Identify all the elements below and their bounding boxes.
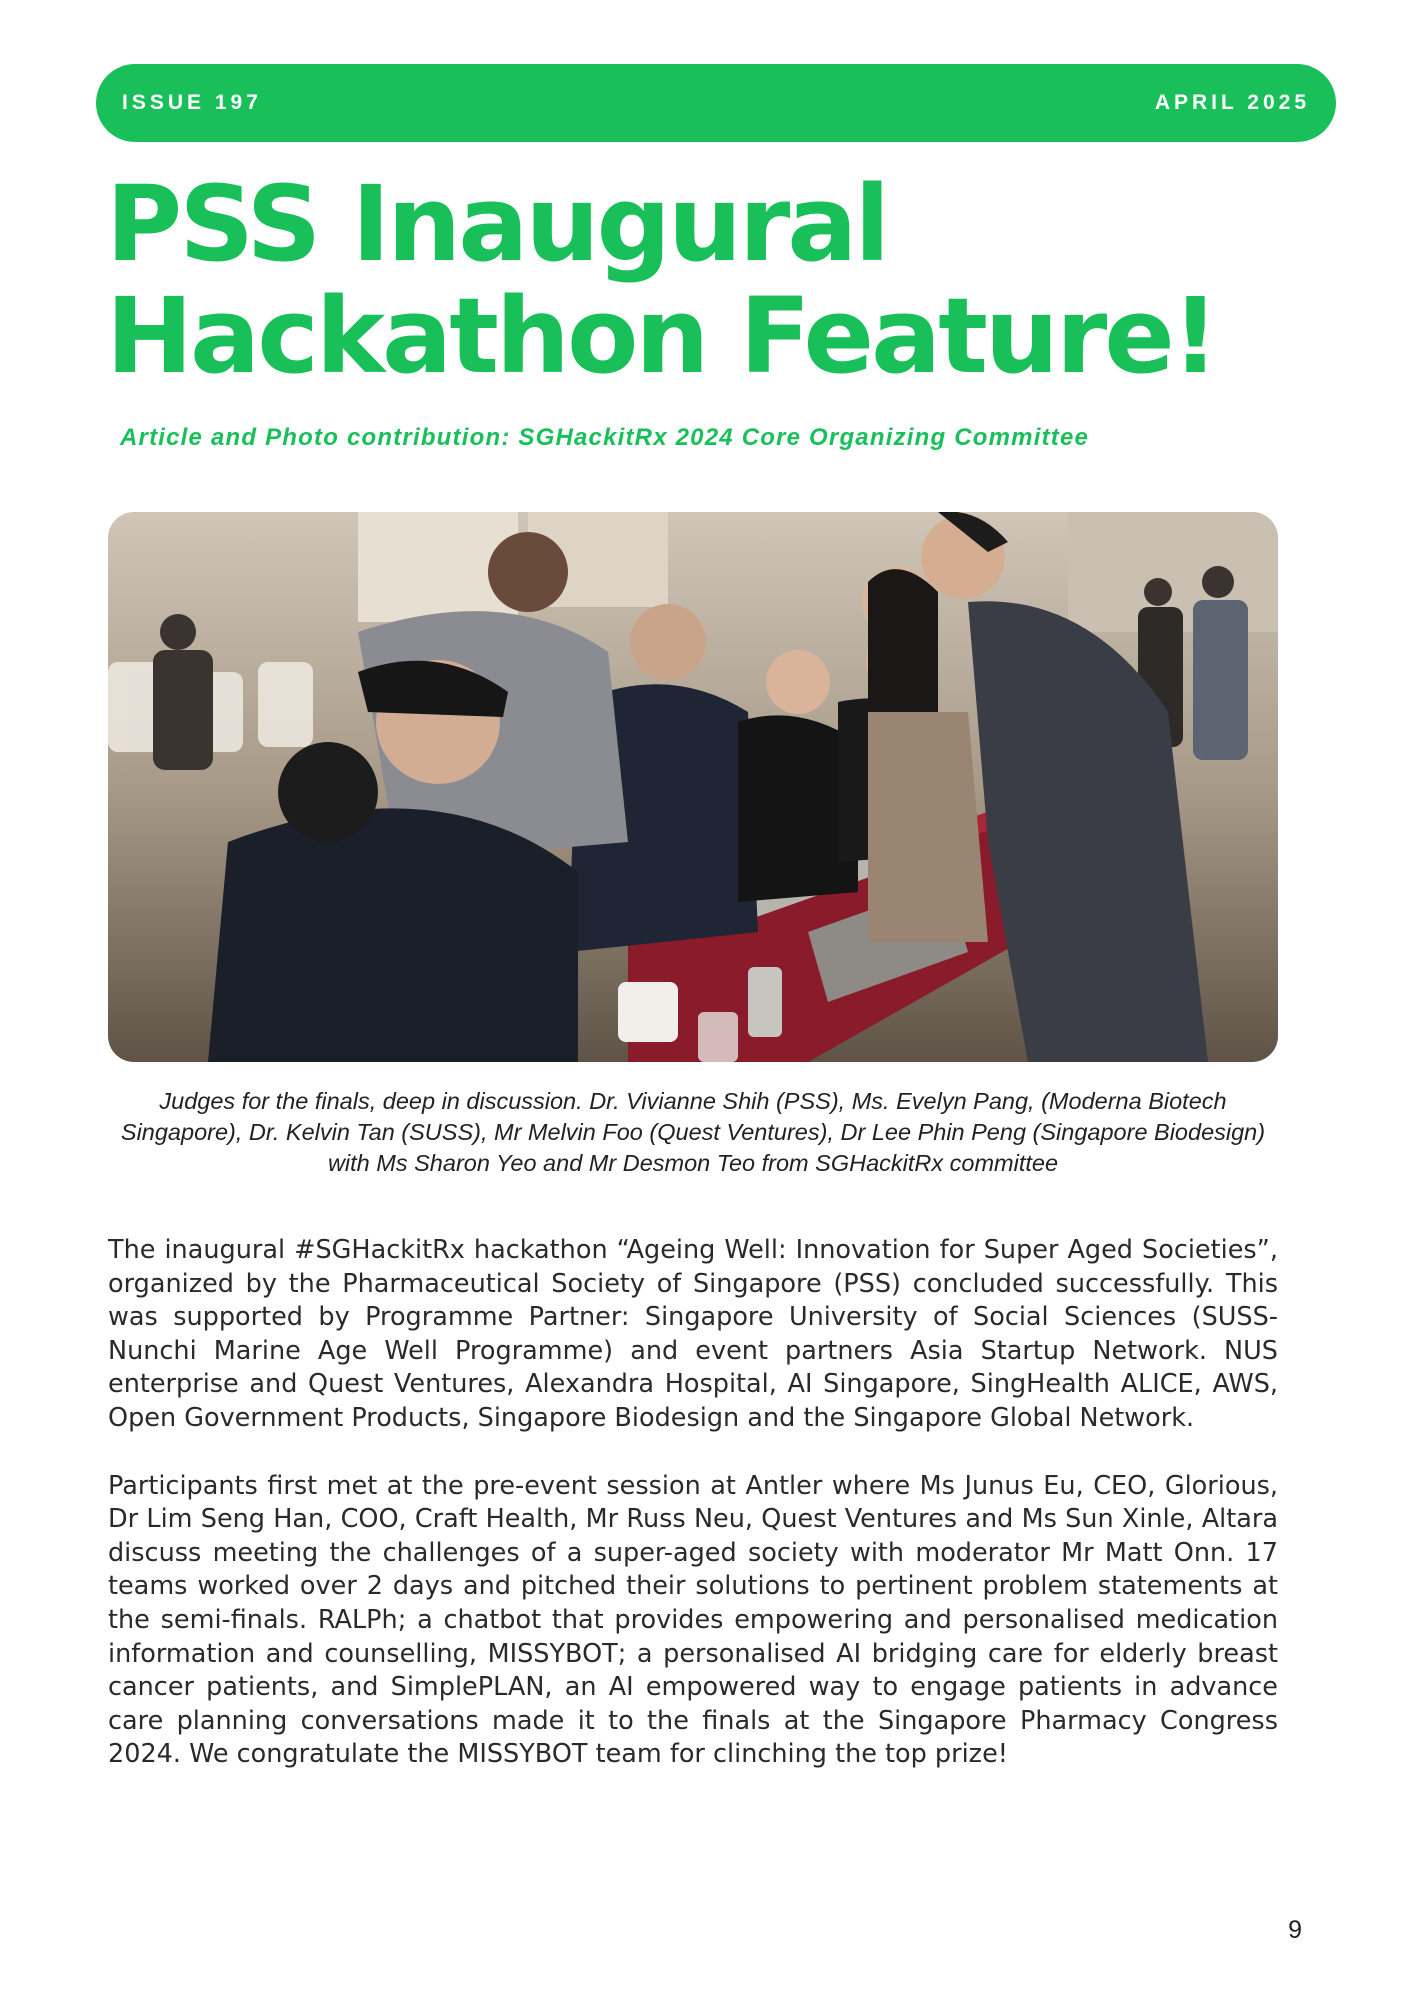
issue-date: APRIL 2025 bbox=[1154, 91, 1310, 114]
article-title bbox=[106, 163, 1346, 397]
page-number: 9 bbox=[1288, 1916, 1302, 1944]
article-body bbox=[108, 1234, 1278, 1806]
article-paragraph-1: The inaugural #SGHackitRx hackathon “Ageing Well: Innovation for Super Aged Societies”, organized by the Pharmaceutical Society of Singapore (PSS) concluded successfully. This was supported by Programme Partner: Singapore University of Social Sciences (SUSS-Nunchi Marine Age Well Programme) and event partners Asia Startup Network. NUS enterprise and Quest Ventures, Alexandra Hospital, AI Singapore, SingHealth ALICE, AWS, Open Government Products, Singapore Biodesign and the Singapore Global Network. bbox=[108, 1235, 1278, 1433]
photo-caption: Judges for the finals, deep in discussion. Dr. Vivianne Shih (PSS), Ms. Evelyn Pang, (Moderna Biotech Singapore), Dr. Kelvin Tan (SUSS), Mr Melvin Foo (Quest Ventures), Dr Lee Phin Peng (Singapore Biodesign) with Ms Sharon Yeo and Mr Desmon Teo from SGHackitRx committee bbox=[120, 1088, 1266, 1176]
article-title-line-1: PSS Inaugural bbox=[106, 163, 888, 285]
article-byline: Article and Photo contribution: SGHackitRx 2024 Core Organizing Committee bbox=[120, 424, 1090, 451]
issue-number: ISSUE 197 bbox=[122, 91, 262, 114]
photo-illustration bbox=[108, 512, 1278, 1062]
issue-banner bbox=[96, 64, 1336, 142]
article-title-line-2: Hackathon Feature! bbox=[106, 275, 1217, 397]
article-photo bbox=[108, 512, 1278, 1062]
article-paragraph-2: Participants first met at the pre-event session at Antler where Ms Junus Eu, CEO, Glorious, Dr Lim Seng Han, COO, Craft Health, Mr Russ Neu, Quest Ventures and Ms Sun Xinle, Altara discuss meeting the challenges of a super-aged society with moderator Mr Matt Onn. 17 teams worked over 2 days and pitched their solutions to pertinent problem statements at the semi-finals. RALPh; a chatbot that provides empowering and personalised medication information and counselling, MISSYBOT; a personalised AI bridging care for elderly breast cancer patients, and SimplePLAN, an AI empowered way to engage patients in advance care planning conversations made it to the finals at the Singapore Pharmacy Congress 2024. We congratulate the MISSYBOT team for clinching the top prize! bbox=[108, 1470, 1278, 1770]
